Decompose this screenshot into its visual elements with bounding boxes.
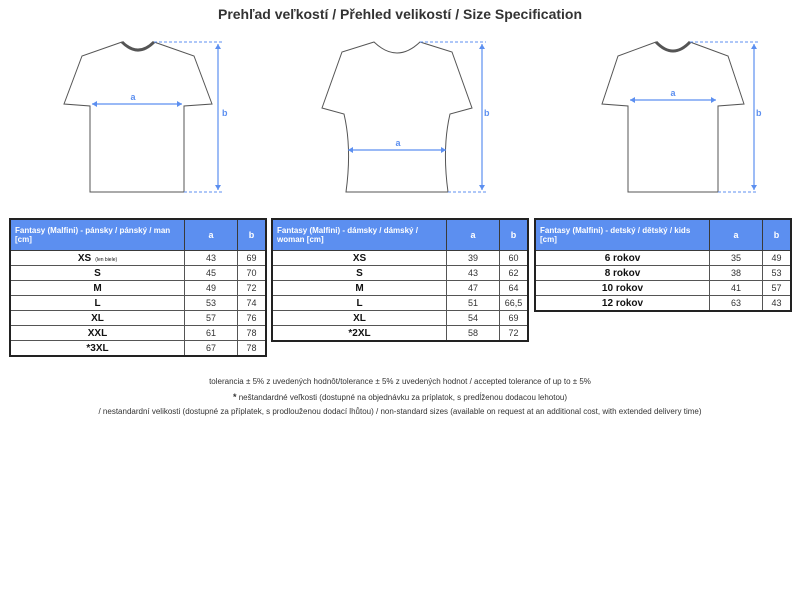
value-a: 57 — [185, 311, 238, 326]
kids-shirt-diagram — [600, 38, 780, 198]
table-row — [272, 311, 528, 326]
table-row — [535, 281, 791, 296]
value-b: 78 — [238, 341, 267, 357]
value-b: 69 — [500, 311, 529, 326]
table-row — [10, 326, 266, 341]
value-a: 38 — [710, 266, 763, 281]
value-a: 49 — [185, 281, 238, 296]
column-b-header: b — [500, 219, 529, 251]
size-label: XXL — [10, 326, 185, 341]
size-label: *3XL — [10, 341, 185, 357]
value-b: 72 — [238, 281, 267, 296]
size-label: S — [272, 266, 447, 281]
label-b: b — [484, 108, 490, 118]
table-row — [535, 251, 791, 266]
value-b: 62 — [500, 266, 529, 281]
star-symbol: * — [232, 392, 237, 402]
value-a: 54 — [447, 311, 500, 326]
table-row — [272, 266, 528, 281]
size-label: 8 rokov — [535, 266, 710, 281]
value-a: 58 — [447, 326, 500, 342]
value-b: 76 — [238, 311, 267, 326]
table-header: Fantasy (Malfini) - detský / dětský / kids [cm] — [535, 219, 710, 251]
value-a: 67 — [185, 341, 238, 357]
size-label: M — [272, 281, 447, 296]
table-row — [272, 281, 528, 296]
value-b: 53 — [763, 266, 792, 281]
table-row — [10, 266, 266, 281]
table-row — [10, 341, 266, 357]
table-row — [10, 311, 266, 326]
value-a: 43 — [185, 251, 238, 266]
value-b: 64 — [500, 281, 529, 296]
column-a-header: a — [185, 219, 238, 251]
size-label: M — [10, 281, 185, 296]
value-a: 43 — [447, 266, 500, 281]
size-label: 10 rokov — [535, 281, 710, 296]
men-size-table — [9, 218, 267, 357]
table-row — [272, 296, 528, 311]
value-a: 47 — [447, 281, 500, 296]
size-label: XL — [10, 311, 185, 326]
size-label: 6 rokov — [535, 251, 710, 266]
column-a-header: a — [447, 219, 500, 251]
value-a: 53 — [185, 296, 238, 311]
value-a: 41 — [710, 281, 763, 296]
value-b: 69 — [238, 251, 267, 266]
women-shirt-diagram — [320, 38, 500, 198]
women-size-table — [271, 218, 529, 342]
nonstandard-note — [0, 392, 800, 402]
value-a: 45 — [185, 266, 238, 281]
size-label: S — [10, 266, 185, 281]
size-label: XS — [272, 251, 447, 266]
table-header: Fantasy (Malfini) - dámsky / dámský / woman [cm] — [272, 219, 447, 251]
table-header: Fantasy (Malfini) - pánsky / pánský / man [cm] — [10, 219, 185, 251]
size-note: (len biele) — [95, 256, 118, 263]
table-row — [535, 296, 791, 312]
value-b: 60 — [500, 251, 529, 266]
men-shirt-diagram — [62, 38, 242, 198]
table-row — [535, 266, 791, 281]
size-label: L — [272, 296, 447, 311]
label-b: b — [756, 108, 762, 118]
size-label: *2XL — [272, 326, 447, 342]
size-label: L — [10, 296, 185, 311]
column-b-header: b — [238, 219, 267, 251]
size-label: XL — [272, 311, 447, 326]
size-label: XS — [77, 252, 92, 264]
table-row — [10, 296, 266, 311]
value-b: 49 — [763, 251, 792, 266]
value-b: 57 — [763, 281, 792, 296]
label-a: a — [395, 138, 401, 148]
value-b: 72 — [500, 326, 529, 342]
value-a: 61 — [185, 326, 238, 341]
label-b: b — [222, 108, 228, 118]
value-a: 63 — [710, 296, 763, 312]
table-row — [272, 251, 528, 266]
table-row — [10, 281, 266, 296]
value-a: 39 — [447, 251, 500, 266]
value-a: 51 — [447, 296, 500, 311]
value-b: 70 — [238, 266, 267, 281]
tolerance-note: tolerancia ± 5% z uvedených hodnôt/tolerance ± 5% z uvedených hodnot / accepted tolerance of up to ± 5% — [209, 377, 591, 386]
value-b: 78 — [238, 326, 267, 341]
page-title: Prehľad veľkostí / Přehled velikostí / Size Specification — [217, 6, 583, 22]
column-b-header: b — [763, 219, 792, 251]
value-b: 43 — [763, 296, 792, 312]
value-b: 66,5 — [500, 296, 529, 311]
table-row — [272, 326, 528, 342]
column-a-header: a — [710, 219, 763, 251]
value-b: 74 — [238, 296, 267, 311]
label-a: a — [670, 88, 676, 98]
table-row — [10, 251, 266, 266]
kids-size-table — [534, 218, 792, 312]
nonstandard-cz-en-note: / nestandardní velikosti (dostupné za příplatek, s prodlouženou dodací lhůtou) / non-standard sizes (available on request at an additional cost, with extended delivery time) — [98, 407, 702, 416]
label-a: a — [130, 92, 136, 102]
nonstandard-sk-text: neštandardné veľkosti (dostupné na objednávku za príplatok, s predĺženou dodacou lehotou) — [238, 393, 568, 402]
size-label: 12 rokov — [535, 296, 710, 312]
value-a: 35 — [710, 251, 763, 266]
